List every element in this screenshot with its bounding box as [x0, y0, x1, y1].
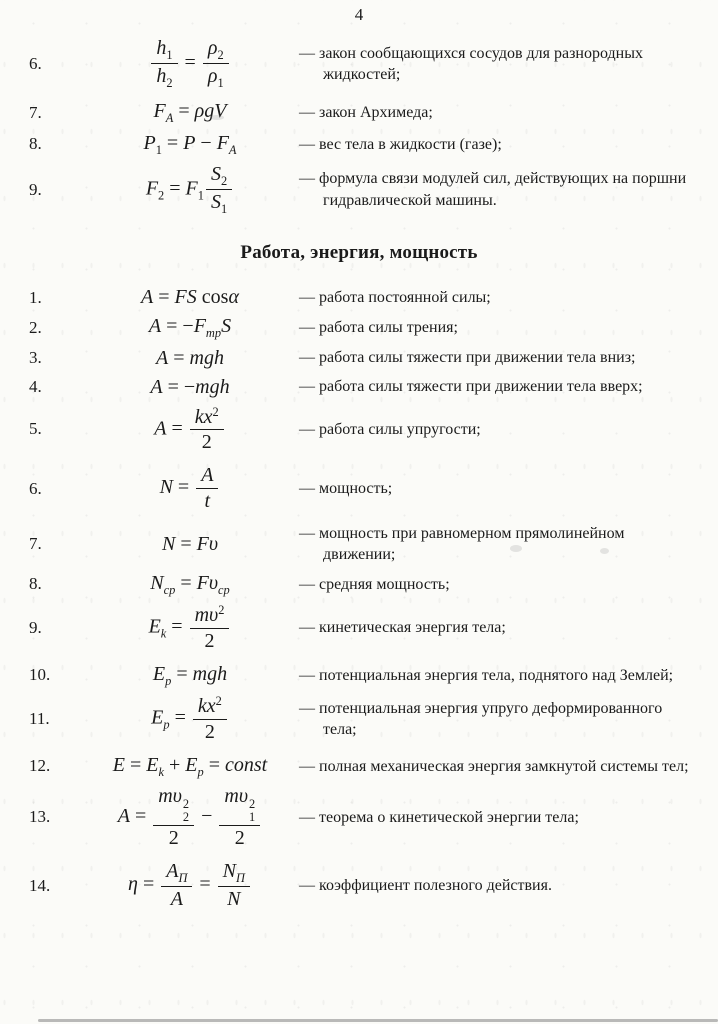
formula: A = mυ 2 2 2 − mυ 2 1 2 — [118, 785, 262, 850]
formula: A = FS cosα — [141, 286, 239, 309]
item-number: 6. — [29, 478, 42, 498]
formula-row — [0, 785, 718, 850]
page-number: 4 — [354, 5, 364, 24]
formula-list — [0, 37, 718, 911]
formula: N = Fυ — [161, 532, 219, 555]
formula: η = $\frac{A_П}{A}$ = $\frac{N_П}{N}$ — [128, 860, 252, 911]
formula-column — [81, 37, 299, 90]
scan-noise — [600, 548, 609, 554]
formula: $F_2 = F_1$ $\frac{S_2}{S_1}$ — [146, 163, 234, 216]
description: — формула связи модулей сил, действующих на поршни гидравлической машины. — [299, 170, 687, 209]
formula-row — [0, 132, 718, 157]
formula-row — [0, 163, 718, 216]
formula-column — [81, 132, 299, 157]
formula-row — [0, 464, 718, 513]
description: — полная механическая энергия замкнутой системы тел; — [299, 757, 689, 775]
formula-column — [81, 315, 299, 340]
formula-row — [0, 37, 718, 90]
item-number: 2. — [29, 317, 42, 337]
formula-column — [81, 860, 299, 911]
formula-row — [0, 286, 718, 309]
formula-column — [81, 347, 299, 370]
formula-row — [0, 376, 718, 399]
description: — коэффициент полезного действия. — [299, 877, 552, 895]
formula-column — [81, 603, 299, 653]
description: — работа силы тяжести при движении тела вниз; — [299, 349, 636, 367]
description: — работа постоянной силы; — [299, 289, 491, 307]
formula: $E_p$ = mgh — [152, 662, 228, 688]
formula-column — [81, 785, 299, 850]
formula: $E_p$ = $\frac{kx^2}{2}$ — [151, 694, 229, 744]
description: — кинетическая энергия тела; — [299, 619, 506, 637]
formula-row — [0, 572, 718, 597]
description: — закон Архимеда; — [299, 104, 433, 122]
item-number: 9. — [29, 179, 42, 199]
formula-column — [81, 405, 299, 455]
item-number: 11. — [29, 708, 50, 728]
formula-row — [0, 405, 718, 455]
formula-column — [81, 100, 299, 125]
formula-row — [0, 694, 718, 744]
formula-row — [0, 663, 718, 688]
description: — мощность при равномерном прямолинейном движении; — [299, 525, 625, 564]
formula-column — [81, 754, 299, 779]
scan-edge-artifact — [38, 1019, 718, 1022]
formula-column — [81, 163, 299, 216]
description: — работа силы упругости; — [299, 420, 481, 438]
item-number: 4. — [29, 377, 42, 397]
formula-column — [81, 286, 299, 309]
scan-noise — [210, 115, 224, 120]
formula-column — [81, 533, 299, 556]
formula-column — [81, 694, 299, 744]
formula-column — [81, 663, 299, 688]
formula: $\frac{h_1}{h_2}$ = $\frac{\rho_2}{\rho_1}$ — [149, 37, 230, 90]
formula-column — [81, 376, 299, 399]
item-number: 3. — [29, 348, 42, 368]
description: — закон сообщающихся сосудов для разнородных жидкостей; — [299, 44, 643, 83]
description: — средняя мощность; — [299, 575, 450, 593]
item-number: 8. — [29, 574, 42, 594]
formula: $A = -F_{тр}S$ — [148, 315, 232, 341]
formula: A = $\frac{kx^2}{2}$ — [154, 405, 225, 455]
description: — потенциальная энергия тела, поднятого над Землей; — [299, 666, 674, 684]
description: — работа силы трения; — [299, 319, 458, 337]
formula-row — [0, 860, 718, 911]
description: — работа силы тяжести при движении тела вверх; — [299, 378, 643, 396]
formula-row — [0, 347, 718, 370]
description: — мощность; — [299, 480, 393, 498]
formula-column — [81, 464, 299, 513]
formula-row — [0, 100, 718, 125]
item-number: 14. — [29, 875, 51, 895]
formula-row — [0, 523, 718, 565]
description: — вес тела в жидкости (газе); — [299, 135, 502, 153]
formula: $F_A = \rho gV$ — [153, 100, 227, 126]
description: — потенциальная энергия упруго деформированного тела; — [299, 699, 663, 738]
description: — теорема о кинетической энергии тела; — [299, 808, 579, 826]
item-number: 13. — [29, 807, 51, 827]
item-number: 12. — [29, 756, 51, 776]
item-number: 7. — [29, 103, 42, 123]
item-number: 9. — [29, 617, 42, 637]
item-number: 7. — [29, 534, 42, 554]
item-number: 5. — [29, 419, 42, 439]
formula: $E = E_k + E_p$ = const — [112, 753, 268, 779]
scan-noise — [510, 545, 522, 552]
formula: N = $\frac{A}{t}$ — [160, 464, 221, 513]
formula: A = mgh — [156, 346, 224, 369]
formula: $P_1 = P - F_A$ — [143, 131, 237, 157]
formula: A = −mgh — [150, 375, 230, 398]
formula-row — [0, 754, 718, 779]
section-heading: Работа, энергия, мощность — [240, 242, 478, 264]
item-number: 6. — [29, 53, 42, 73]
formula: $E_k$ = $\frac{m\upsilon^2}{2}$ — [149, 603, 232, 653]
formula-column — [81, 572, 299, 597]
formula-row — [0, 315, 718, 340]
item-number: 10. — [29, 665, 51, 685]
formula-row — [0, 603, 718, 653]
formula: $N_{ср} = F\upsilon_{ср}$ — [150, 571, 230, 597]
item-number: 1. — [29, 287, 42, 307]
item-number: 8. — [29, 134, 42, 154]
